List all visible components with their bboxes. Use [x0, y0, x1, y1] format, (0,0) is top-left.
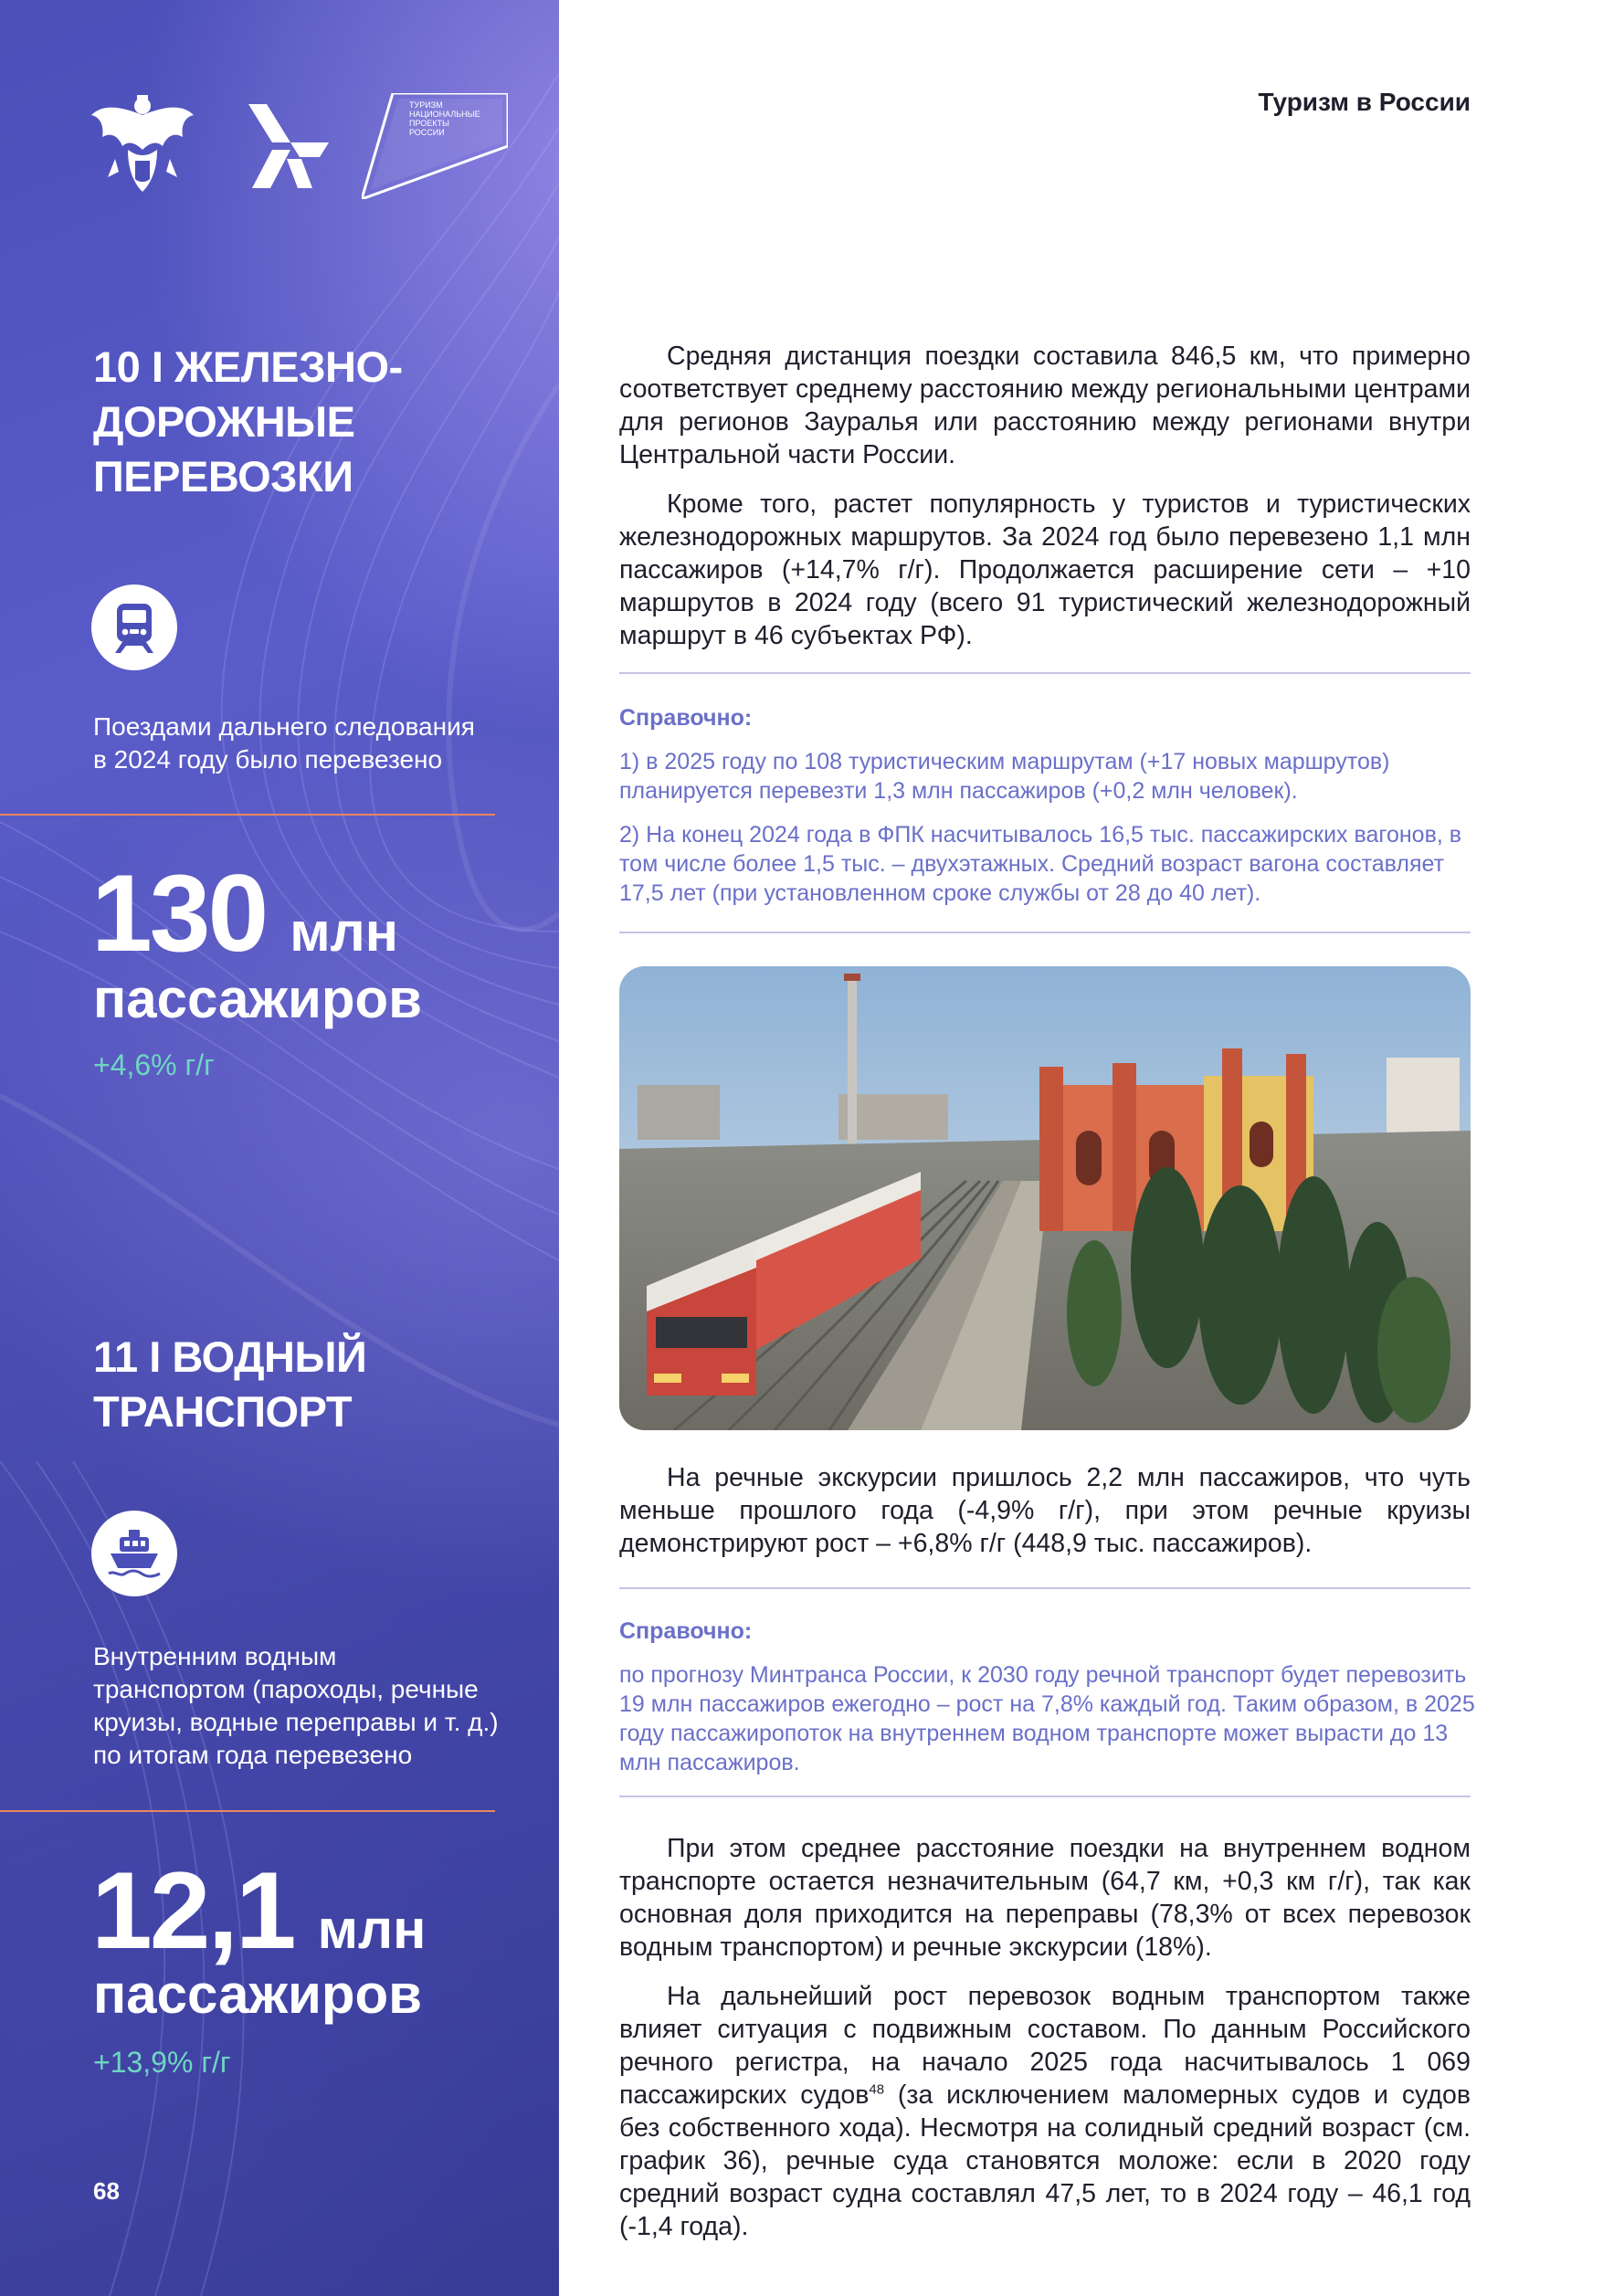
water-unit-passengers: пассажиров — [93, 1964, 423, 2025]
logo-strip — [88, 90, 508, 203]
rail-icon-badge — [91, 585, 177, 670]
footnote-48-marker[interactable]: 48 — [869, 2081, 885, 2098]
running-header-title: Туризм в России — [1258, 88, 1471, 116]
paragraph-tourist-routes: Кроме того, растет популярность у туристов и туристических железнодорожных маршрутов. За 2024 год было перевезено 1,1 млн пассажиров (+14,7% г/г). Продолжается расширение сети – +10 маршрутов в 2024 году (всего 91 туристический железнодорожный маршрут в 46 субъектах РФ). — [619, 490, 1471, 650]
water-divider — [0, 1810, 495, 1812]
train-icon — [110, 600, 159, 655]
paragraph-fleet-age-part-2: (за исключением маломерных судов и судов без собственного хода). Несмотря на солидный средний возраст (см. график 36), речные суда становятся моложе: если в 2020 году средний возраст судна составлял 47,5 лет, то в 2024 году – 46,1 год (-1,4 года). — [619, 2080, 1471, 2241]
sidebar-panel — [0, 0, 559, 2296]
rail-unit-passengers: пассажиров — [93, 968, 423, 1029]
water-icon-badge — [91, 1511, 177, 1596]
rail-big-number: 130 — [91, 852, 267, 974]
ministry-logo-icon — [245, 100, 332, 192]
water-section-title: 11 I ВОДНЫЙ ТРАНСПОРТ — [93, 1332, 367, 1436]
paragraph-fleet-age-part-1: На дальнейший рост перевозок водным транспортом также влияет ситуация с подвижным составом. По данным Российского речного регистра, на начало 2025 года насчитывалось 1 069 пассажирских судов — [619, 1982, 1471, 2110]
water-growth: +13,9% г/г — [93, 2046, 231, 2079]
national-projects-logo-text: ТУРИЗМ НАЦИОНАЛЬНЫЕ ПРОЕКТЫ РОССИИ — [409, 100, 480, 137]
rail-unit-mln: млн — [290, 901, 398, 963]
reference-1-bottom-rule — [619, 932, 1471, 933]
reference-2-heading: Справочно: — [619, 1618, 753, 1644]
paragraph-water-distance: При этом среднее расстояние поездки на внутреннем водном транспорте остается незначительным (64,7 км, +0,3 км г/г), так как основная доля приходится на переправы (78,3% от всех перевозок водным транспортом) и речные экскурсии (18%). — [619, 1834, 1471, 1962]
ship-icon — [107, 1528, 162, 1579]
russian-eagle-emblem-icon — [88, 90, 197, 195]
rail-growth: +4,6% г/г — [93, 1048, 215, 1081]
reference-1-top-rule — [619, 672, 1471, 674]
water-description: Внутренним водным транспортом (пароходы, речные круизы, водные переправы и т. д.) по итогам года перевезено — [93, 1642, 499, 1769]
paragraph-distance: Средняя дистанция поездки составила 846,5 км, что примерно соответствует среднему расстоянию между региональными центрами для регионов Зауралья или расстоянию между регионами внутри Центральной части России. — [619, 342, 1471, 469]
reference-1-heading: Справочно: — [619, 705, 753, 731]
paragraph-fleet-age — [619, 1980, 1471, 2243]
reference-2-bottom-rule — [619, 1796, 1471, 1797]
page-number: 68 — [93, 2177, 120, 2205]
rail-section-title: 10 I ЖЕЛЕЗНО- ДОРОЖНЫЕ ПЕРЕВОЗКИ — [93, 342, 403, 500]
reference-1-item-1: 1) в 2025 году по 108 туристическим маршрутам (+17 новых маршрутов) планируется перевезти 1,3 млн пассажиров (+0,2 млн человек). — [619, 749, 1390, 804]
reference-1-item-2: 2) На конец 2024 года в ФПК насчитывалось 16,5 тыс. пассажирских вагонов, в том числе более 1,5 тыс. – двухэтажных. Средний возраст вагона составляет 17,5 лет (при установленном сроке службы от 28 до 40 лет). — [619, 822, 1462, 906]
reference-2-top-rule — [619, 1587, 1471, 1589]
water-big-number: 12,1 — [91, 1849, 294, 1972]
paragraph-river-excursions: На речные экскурсии пришлось 2,2 млн пассажиров, что чуть меньше прошлого года (-4,9% г/г), при этом речные круизы демонстрируют рост – +6,8% г/г (448,9 тыс. пассажиров). — [619, 1463, 1471, 1558]
rail-stat — [91, 852, 398, 974]
water-stat — [91, 1849, 427, 1972]
water-unit-mln: млн — [317, 1899, 427, 1960]
rail-description: Поездами дальнего следования в 2024 году было перевезено — [93, 712, 475, 774]
rail-divider — [0, 814, 495, 816]
railway-station-photo — [619, 966, 1471, 1430]
railway-station-illustration — [619, 966, 1471, 1430]
reference-2-text: по прогнозу Минтранса России, к 2030 году речной транспорт будет перевозить 19 млн пассажиров ежегодно – рост на 7,8% каждый год. Таким образом, в 2025 году пассажиропоток на внутреннем водном транспорте может вырасти до 13 млн пассажиров. — [619, 1662, 1475, 1775]
